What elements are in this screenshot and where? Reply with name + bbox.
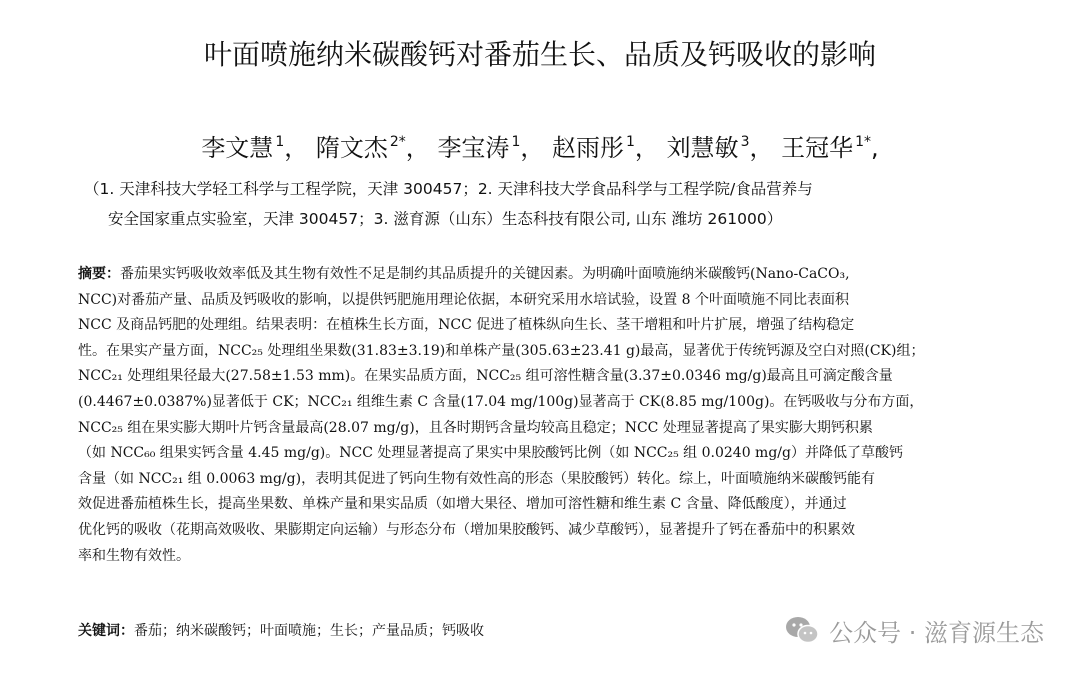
author-name: 赵雨彤 xyxy=(552,134,624,162)
abstract-text: 番茄果实钙吸收效率低及其生物有效性不足是制约其品质提升的关键因素。为明确叶面喷施纳米碳酸钙(Nano-CaCO₃, xyxy=(120,266,850,282)
abstract-line: NCC₂₅ 组在果实膨大期叶片钙含量最高(28.07 mg/g)，且各时期钙含量均较高且稳定；NCC 处理显著提高了果实膨大期钙积累 xyxy=(78,419,873,436)
author xyxy=(316,134,430,162)
abstract-line: 率和生物有效性。 xyxy=(78,547,190,564)
abstract-line: 性。在果实产量方面，NCC₂₅ 处理组坐果数(31.83±3.19)和单株产量(305.63±23.41 g)最高，显著优于传统钙源及空白对照(CK)组； xyxy=(78,342,925,359)
abstract-line: (0.4467±0.0387%)显著低于 CK；NCC₂₁ 组维生素 C 含量(17.04 mg/100g)显著高于 CK(8.85 mg/100g)。在钙吸收与分布方面， xyxy=(78,393,924,410)
author-separator: ， xyxy=(749,134,774,162)
author-separator: ， xyxy=(405,134,430,162)
watermark-text: 公众号 · 滋育源生态 xyxy=(829,618,1044,647)
abstract-label: 摘要： xyxy=(78,266,120,282)
author xyxy=(552,134,659,162)
author-name: 李宝涛 xyxy=(437,134,510,162)
author xyxy=(201,134,308,162)
paper-title: 叶面喷施纳米碳酸钙对番茄生长、品质及钙吸收的影响 xyxy=(203,38,876,71)
abstract xyxy=(78,262,1033,569)
author-name: 刘慧敏 xyxy=(666,134,739,162)
author-affiliation-mark: 3 xyxy=(740,134,750,150)
author-affiliation-mark: 1 xyxy=(275,134,285,150)
affiliation-line: （1. 天津科技大学轻工科学与工程学院，天津 300457；2. 天津科技大学食品科学与工程学院/食品营养与 xyxy=(84,180,813,198)
author-affiliation-mark: 1 xyxy=(511,134,521,150)
keywords-text: 番茄；纳米碳酸钙；叶面喷施；生长；产量品质；钙吸收 xyxy=(134,623,484,639)
abstract-line: NCC₂₁ 处理组果径最大(27.58±1.53 mm)。在果实品质方面，NCC₂₅ 组可溶性糖含量(3.37±0.0346 mg/g)最高且可滴定酸含量 xyxy=(78,368,893,385)
author-separator: ， xyxy=(284,134,309,162)
abstract-line: NCC 及商品钙肥的处理组。结果表明：在植株生长方面，NCC 促进了植株纵向生长、茎干增粗和叶片扩展，增强了结构稳定 xyxy=(78,317,855,334)
watermark xyxy=(785,612,1044,648)
abstract-line: 优化钙的吸收（花期高效吸收、果膨期定向运输）与形态分布（增加果胶酸钙、减少草酸钙），显著提升了钙在番茄中的积累效 xyxy=(78,521,855,538)
keywords-label: 关键词： xyxy=(78,623,134,639)
abstract-line: （如 NCC₆₀ 组果实钙含量 4.45 mg/g)。NCC 处理显著提高了果实中果胶酸钙比例（如 NCC₂₅ 组 0.0240 mg/g）并降低了草酸钙 xyxy=(78,445,903,462)
author-list xyxy=(0,121,1080,169)
author-affiliation-mark: 1* xyxy=(855,134,872,150)
affiliation-line: 安全国家重点实验室，天津 300457；3. 滋育源（山东）生态科技有限公司, 山东 潍坊 261000） xyxy=(108,210,783,228)
author-name: 隋文杰 xyxy=(315,134,388,162)
abstract-line: 效促进番茄植株生长，提高坐果数、单株产量和果实品质（如增大果径、增加可溶性糖和维生素 C 含量、降低酸度），并通过 xyxy=(78,496,847,513)
abstract-line: NCC)对番茄产量、品质及钙吸收的影响，以提供钙肥施用理论依据，本研究采用水培试验，设置 8 个叶面喷施不同比表面积 xyxy=(78,291,849,308)
author xyxy=(667,134,774,162)
affiliations xyxy=(84,174,1014,234)
author xyxy=(437,134,544,162)
author-separator: , xyxy=(871,134,879,162)
abstract-line xyxy=(78,262,1033,288)
author-affiliation-mark: 2* xyxy=(389,134,406,150)
wechat-icon xyxy=(785,615,819,645)
abstract-line: 含量（如 NCC₂₁ 组 0.0063 mg/g)，表明其促进了钙向生物有效性高的形态（果胶酸钙）转化。综上，叶面喷施纳米碳酸钙能有 xyxy=(78,470,876,487)
author xyxy=(781,134,879,162)
author-separator: ， xyxy=(634,134,659,162)
author-separator: ， xyxy=(520,134,545,162)
author-name: 王冠华 xyxy=(781,134,854,162)
author-name: 李文慧 xyxy=(201,134,274,162)
author-affiliation-mark: 1 xyxy=(626,134,635,150)
keywords xyxy=(78,619,484,644)
